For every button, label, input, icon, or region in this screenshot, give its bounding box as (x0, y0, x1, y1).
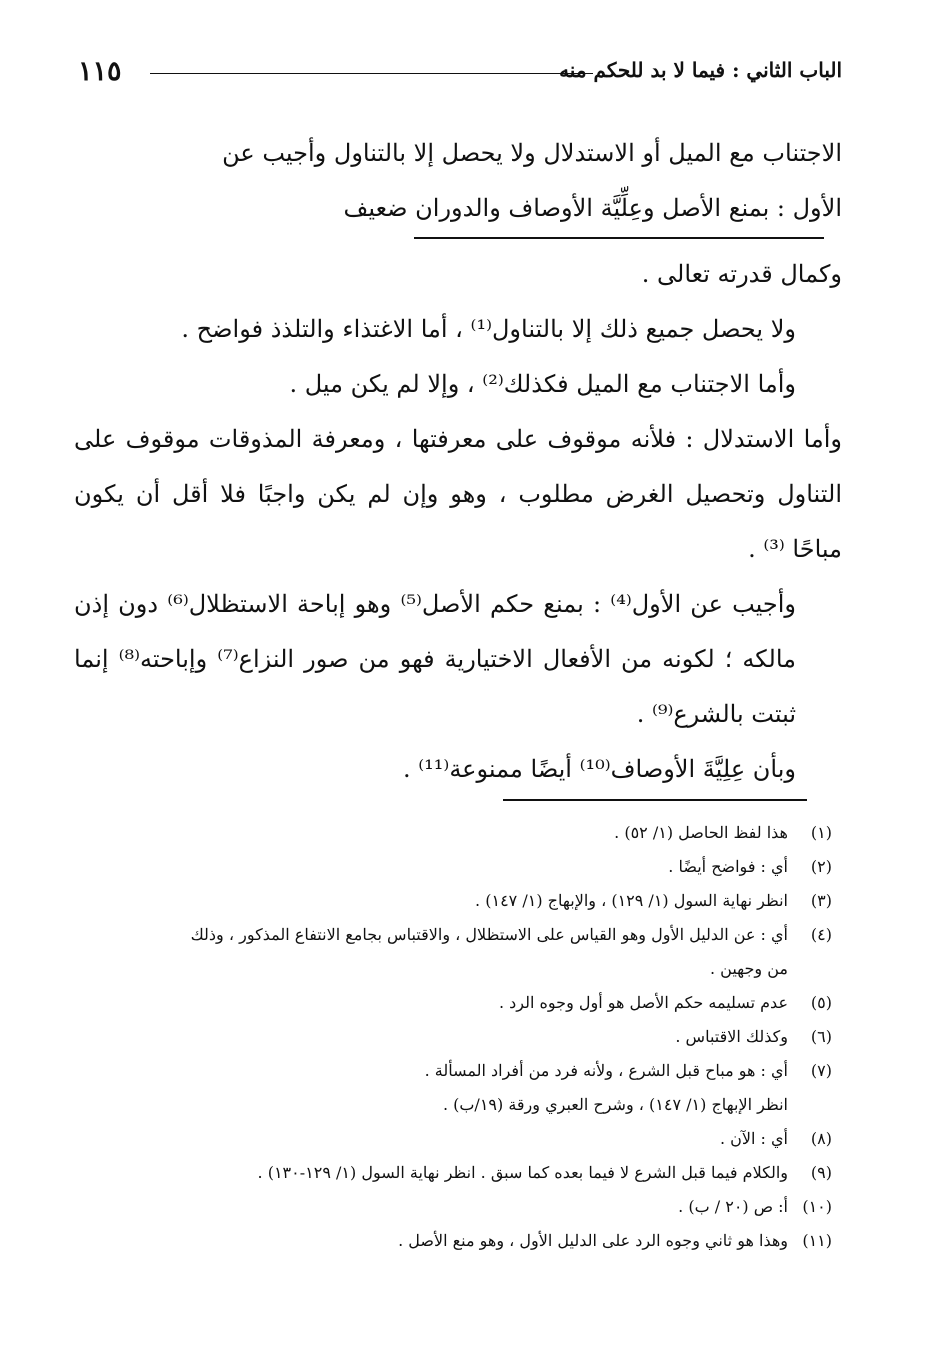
footnote-number: (١١) (802, 1231, 832, 1250)
footnote-number: (٣) (810, 891, 832, 910)
footnote-text: أ: ص (٢٠ / ب) . (678, 1197, 788, 1216)
continued-text (74, 126, 842, 236)
section-divider (414, 237, 824, 239)
footnote-text: أي : هو مباح قبل الشرع ، ولأنه فرد من أفراد المسألة . (424, 1061, 788, 1080)
chapter-title: الباب الثاني : فيما لا بد للحكم منه (559, 58, 842, 82)
footnote-text: أي : عن الدليل الأول وهو القياس على الاستظلال ، والاقتباس بجامع الانتفاع المذكور ، وذلك (190, 925, 788, 944)
footnote-text: أي : الآن . (719, 1129, 788, 1148)
footnote-number: (٦) (810, 1027, 832, 1046)
paragraph: وأما الاجتناب مع الميل فكذلك⁽²⁾ ، وإلا لم يكن ميل . (289, 370, 796, 398)
footnote (66, 1190, 832, 1224)
footnote-divider (503, 799, 807, 801)
footnote-number: (٢) (810, 857, 832, 876)
paragraph: ولا يحصل جميع ذلك إلا بالتناول⁽¹⁾ ، أما الاغتذاء والتلذذ فواضح . (181, 315, 796, 343)
footnote (66, 1224, 832, 1258)
footnote-text: والكلام فيما قبل الشرع لا فيما بعده كما سبق . انظر نهاية السول (١/ ١٢٩-١٣٠) . (257, 1163, 788, 1182)
footnote (66, 918, 832, 952)
footnote-text: أي : فواضح أيضًا . (668, 857, 788, 876)
footnote-number: (٥) (810, 993, 832, 1012)
paragraph: وكمال قدرته تعالى . (641, 260, 842, 288)
footnote (66, 816, 832, 850)
main-text (74, 247, 842, 797)
page-number: ١١٥ (78, 56, 122, 87)
footnote-text: هذا لفظ الحاصل (١/ ٥٢) . (614, 823, 788, 842)
footnote (66, 884, 832, 918)
footnote-text: عدم تسليمه حكم الأصل هو أول وجوه الرد . (499, 993, 788, 1012)
paragraph: وأما الاستدلال : فلأنه موقوف على معرفتها ، ومعرفة المذوقات موقوف على التناول وتحصيل الغرض مطلوب ، وهو وإن لم يكن واجبًا فلا أقل أن يكون مباحًا ⁽³⁾ . (74, 425, 842, 563)
footnote-number: (١) (810, 823, 832, 842)
paragraph: وأجيب عن الأول⁽⁴⁾ : بمنع حكم الأصل⁽⁵⁾ وهو إباحة الاستظلال⁽⁶⁾ دون إذن مالكه ؛ لكونه من الأفعال الاختيارية فهو من صور النزاع⁽⁷⁾ وإباحته⁽⁸⁾ إنما ثبتت بالشرع⁽⁹⁾ . (74, 590, 796, 728)
footnote-continuation: من وجهين . (709, 959, 788, 978)
footnote (66, 1020, 832, 1054)
footnotes (66, 816, 832, 1258)
footnote-text: انظر نهاية السول (١/ ١٢٩) ، والإبهاج (١/ ١٤٧) . (475, 891, 788, 910)
footnote (66, 1054, 832, 1088)
text-line: الاجتناب مع الميل أو الاستدلال ولا يحصل إلا بالتناول وأجيب عن (222, 139, 842, 167)
footnote-number: (٩) (810, 1163, 832, 1182)
footnote (66, 986, 832, 1020)
footnote-number: (٧) (810, 1061, 832, 1080)
running-header (72, 56, 842, 92)
footnote (66, 1156, 832, 1190)
footnote-continuation: انظر الإبهاج (١/ ١٤٧) ، وشرح العبري ورقة (١٩/ب) . (442, 1095, 788, 1114)
footnote (66, 850, 832, 884)
footnote-text: وكذلك الاقتباس . (675, 1027, 788, 1046)
footnote (66, 1122, 832, 1156)
text-line: الأول : بمنع الأصل وعِلِّيَّة الأوصاف والدوران ضعيف (343, 194, 842, 222)
footnote-number: (٤) (810, 925, 832, 944)
header-rule (150, 73, 593, 74)
footnote-text: وهذا هو ثاني وجوه الرد على الدليل الأول ، وهو منع الأصل . (398, 1231, 788, 1250)
footnote-number: (١٠) (802, 1197, 832, 1216)
footnote-number: (٨) (810, 1129, 832, 1148)
paragraph: وبأن عِلِيَّةَ الأوصاف⁽¹⁰⁾ أيضًا ممنوعة⁽¹¹⁾ . (403, 755, 796, 783)
